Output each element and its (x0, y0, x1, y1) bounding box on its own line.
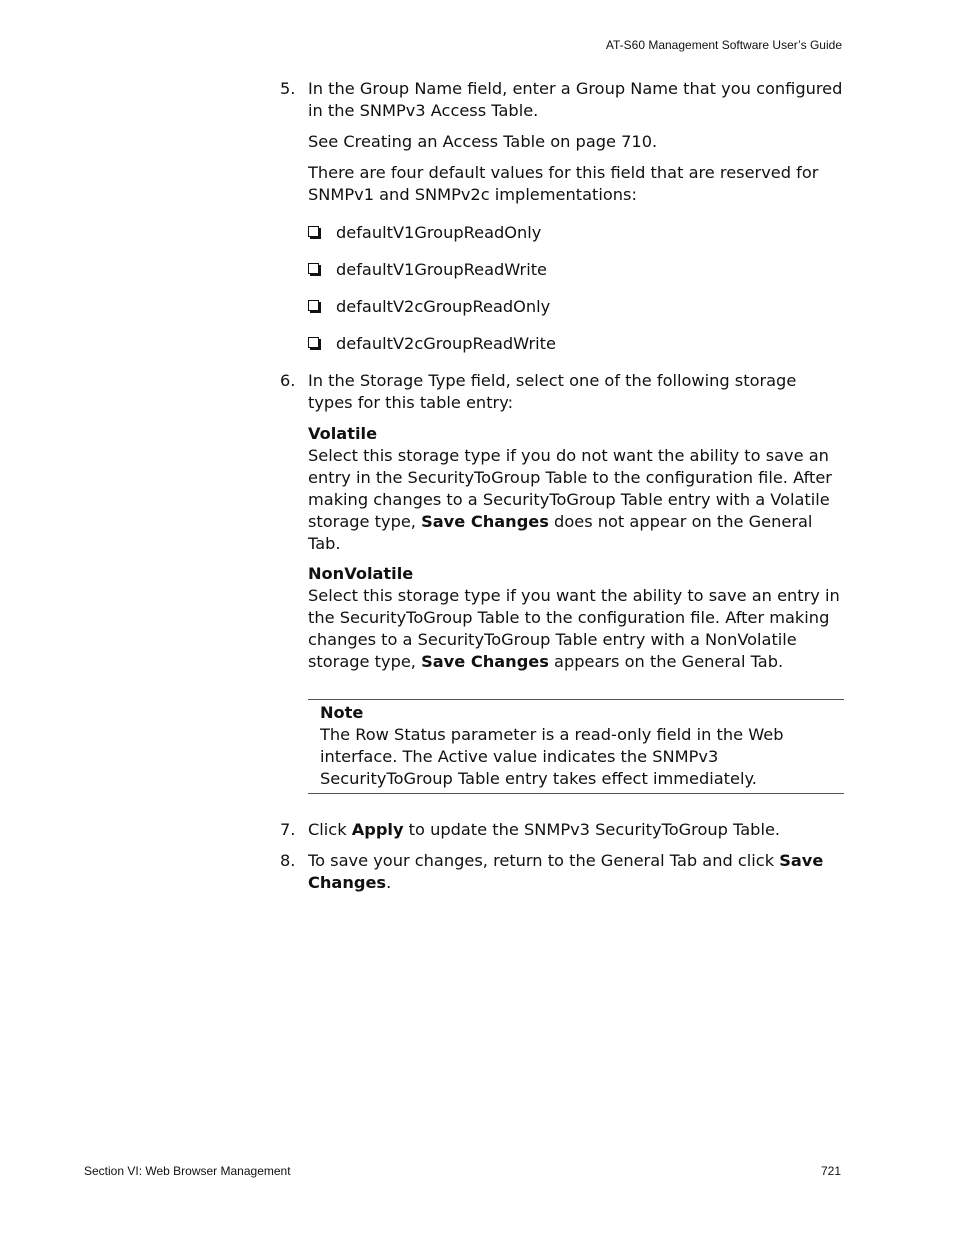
list-item: defaultV2cGroupReadWrite (308, 333, 844, 355)
volatile-term: Volatile (308, 424, 378, 443)
save-changes-emphasis: Save Changes (308, 851, 824, 892)
note-text: The Row Status parameter is a read-only field in the Web interface. The Active value indicates the SNMPv3 SecurityToGroup Table entry takes effect immediately. (320, 725, 784, 788)
page-number: 721 (820, 1164, 841, 1178)
note-title: Note (320, 703, 364, 722)
checkbox-bullet-icon (308, 263, 319, 274)
step-text: Click Apply to update the SNMPv3 SecurityToGroup Table. (308, 820, 781, 839)
volatile-description: Select this storage type if you do not want the ability to save an entry in the SecurityToGroup Table to the configuration file. After making changes to a SecurityToGroup Table entry with a Volatile storage type, Save Changes does not appear on the General Tab. (308, 446, 832, 553)
step-number: 8. (280, 851, 296, 870)
page-body (280, 78, 844, 894)
step-text: To save your changes, return to the General Tab and click Save Changes. (308, 851, 824, 892)
list-item: defaultV1GroupReadOnly (308, 222, 844, 244)
list-item: defaultV2cGroupReadOnly (308, 296, 844, 318)
step-number: 7. (280, 820, 296, 839)
running-header: AT-S60 Management Software User’s Guide (605, 38, 842, 52)
step-8 (280, 850, 844, 894)
step-text: In the Storage Type field, select one of the following storage types for this table entry: (308, 371, 797, 412)
note-box (308, 699, 844, 794)
step-6 (280, 370, 844, 673)
default-values-list (308, 222, 844, 355)
defaults-intro: There are four default values for this field that are reserved for SNMPv1 and SNMPv2c implementations: (308, 163, 819, 204)
step-number: 5. (280, 79, 296, 98)
checkbox-bullet-icon (308, 226, 319, 237)
footer-section: Section VI: Web Browser Management (84, 1164, 291, 1178)
save-changes-emphasis: Save Changes (421, 512, 549, 531)
nonvolatile-description: Select this storage type if you want the ability to save an entry in the SecurityToGroup Table to the configuration file. After making changes to a SecurityToGroup Table entry with a NonVolatile storage type, Save Changes appears on the General Tab. (308, 586, 840, 671)
step-text: In the Group Name field, enter a Group Name that you configured in the SNMPv3 Access Table. (308, 79, 843, 120)
checkbox-bullet-icon (308, 337, 319, 348)
step-7 (280, 819, 844, 841)
cross-reference: See Creating an Access Table on page 710. (308, 132, 658, 151)
checkbox-bullet-icon (308, 300, 319, 311)
apply-emphasis: Apply (351, 820, 404, 839)
save-changes-emphasis: Save Changes (421, 652, 549, 671)
step-5 (280, 78, 844, 355)
list-item: defaultV1GroupReadWrite (308, 259, 844, 281)
step-number: 6. (280, 371, 296, 390)
nonvolatile-term: NonVolatile (308, 564, 414, 583)
